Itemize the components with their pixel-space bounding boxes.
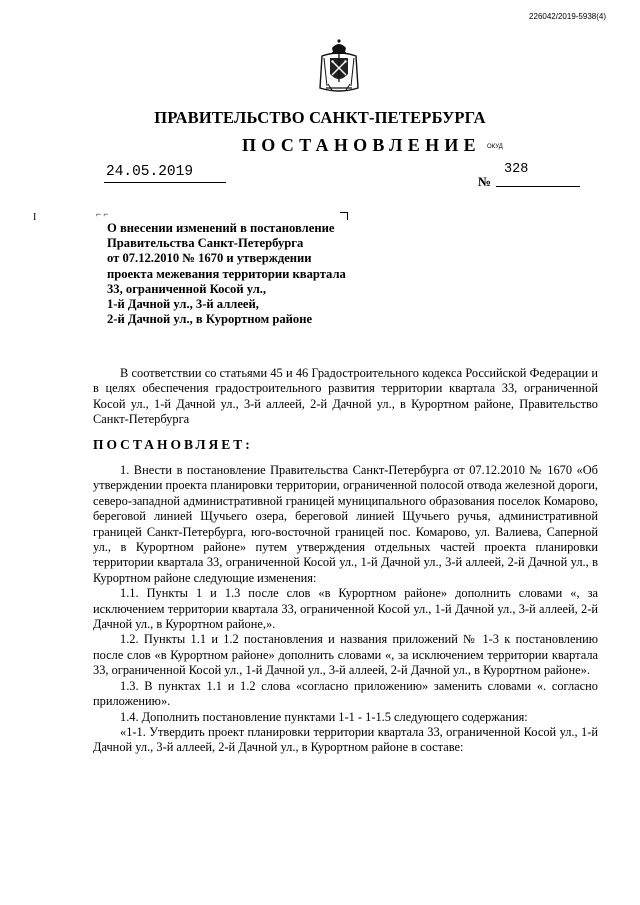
subject-bracket-left: ⌐ ⌐: [96, 209, 109, 219]
okud-label: ОКУД: [487, 144, 503, 150]
paragraph: 1.3. В пунктах 1.1 и 1.2 слова «согласно приложению» заменить словами «. согласно приложению».: [93, 678, 598, 709]
subject-line: О внесении изменений в постановление: [107, 221, 335, 235]
subject-line: от 07.12.2010 № 1670 и утверждении: [107, 251, 312, 266]
document-number: 328: [504, 162, 529, 177]
document-id: 226042/2019-5938(4): [529, 12, 606, 21]
subject-line: 2-й Дачной ул., в Курортном районе: [107, 312, 313, 327]
paragraph: 1.4. Дополнить постановление пунктами 1-1 - 1-1.5 следующего содержания:: [120, 709, 528, 724]
government-name: ПРАВИТЕЛЬСТВО САНКТ-ПЕТЕРБУРГА: [154, 108, 486, 127]
subject-block: [107, 221, 346, 327]
paragraph: 1. Внести в постановление Правительства Санкт-Петербурга от 07.12.2010 № 1670 «Об утверждении проекта планировки территории, ограниченной полосой отвода железной дороги, северо-западной административной границей муниципального образования поселок Комарово, береговой линией Щучьего озера, береговой линией Щучьего ручья, административной границей Санкт-Петербурга, юго-восточной границей пос. Комарово, ул. Валиева, Саперной ул., в Курортном районе» путем утверждения отдельных частей проекта планировки территории квартала 33, ограниченной Косой ул., 1-й Дачной ул., 3-й аллеей, 2-й Дачной ул., в Курортном районе следующие изменения:: [93, 463, 598, 585]
subject-line: 1-й Дачной ул., 3-й аллеей,: [107, 297, 259, 312]
paragraph: «1-1. Утвердить проект планировки территории квартала 33, ограниченной Косой ул., 1-й Дачной ул., 3-й аллеей, 2-й Дачной ул., в Курортном районе в составе:: [93, 724, 598, 755]
coat-of-arms-icon: [318, 38, 360, 94]
document-type-title: ПОСТАНОВЛЕНИЕ: [242, 135, 481, 155]
number-underline: [496, 186, 580, 187]
subject-line: Правительства Санкт-Петербурга: [107, 236, 304, 251]
decides-heading: ПОСТАНОВЛЯЕТ:: [93, 437, 253, 452]
paragraph: 1.2. Пункты 1.1 и 1.2 постановления и названия приложений № 1-3 к постановлению после слов «в Курортном районе» дополнить словами «, за исключением территории квартала 33, ограниченной Косой ул., 1-й Дачной ул., 3-й аллеей, 2-й Дачной ул., в Курортном районе».: [93, 632, 598, 678]
number-label: №: [478, 174, 492, 189]
preamble-paragraph: [93, 366, 598, 428]
paragraph: 1.1. Пункты 1 и 1.3 после слов «в Курортном районе» дополнить словами «, за исключением территории квартала 33, ограниченной Косой ул., 1-й Дачной ул., 3-й аллеей, 2-й Дачной ул., в Курортном районе,».: [93, 586, 598, 632]
subject-bracket-right: [340, 212, 348, 220]
date-underline: [104, 182, 226, 183]
margin-mark: I: [33, 212, 37, 223]
title-row: [0, 135, 640, 157]
subject-line: проекта межевания территории квартала: [107, 266, 346, 281]
preamble-text: В соответствии со статьями 45 и 46 Градостроительного кодекса Российской Федерации и в целях обеспечения градостроительного развития территории квартала 33, ограниченной Косой ул., 1-й Дачной ул., 3-й аллеей, 2-й Дачной ул., в Курортном районе, Правительство Санкт-Петербурга: [93, 366, 598, 427]
body-text: [93, 463, 598, 756]
subject-line: 33, ограниченной Косой ул.,: [107, 281, 267, 296]
document-date: 24.05.2019: [106, 164, 194, 180]
